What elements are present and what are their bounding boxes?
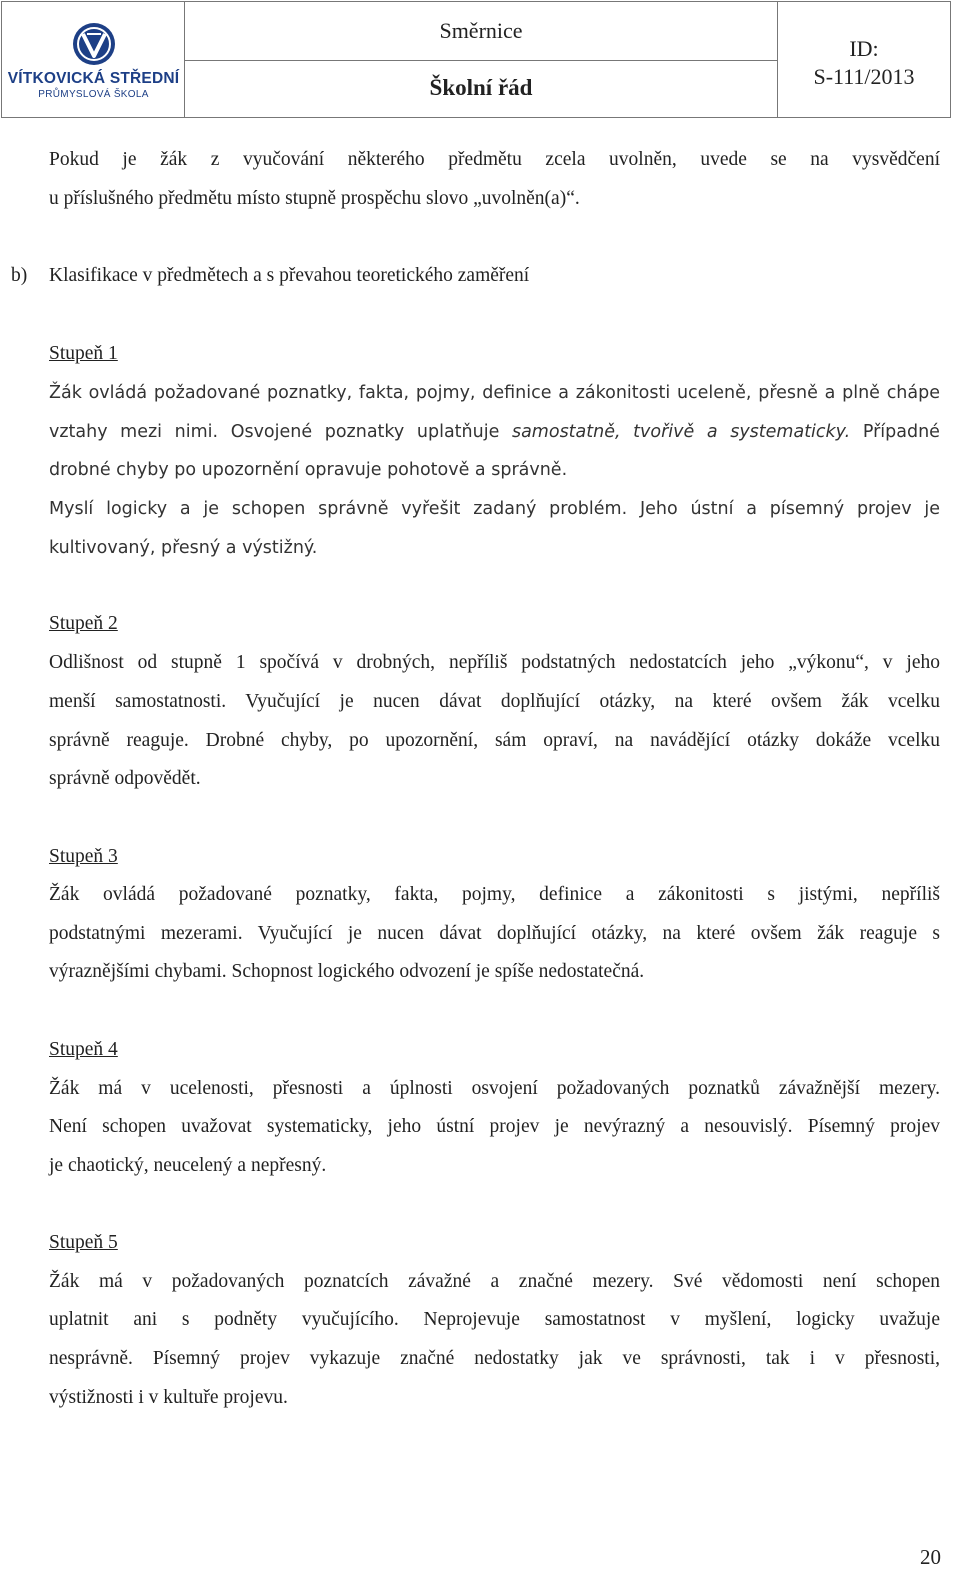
document-header [1, 1, 951, 118]
grade-text-line [49, 420, 940, 444]
text-run: vztahy mezi nimi. [49, 422, 219, 442]
grade-text-line: podstatnými mezerami. Vyučující je nucen dávat doplňující otázky, na které ovšem žák reaguje s [49, 923, 940, 944]
grade-text-line: výstižnosti i v kultuře projevu. [49, 1387, 288, 1408]
grade-text-line: nesprávně. Písemný projev vykazuje značné nedostatky jak ve správnosti, tak i v přesnosti, [49, 1348, 940, 1369]
school-emblem-icon [72, 22, 116, 66]
grade-text-line: výraznějšími chybami. Schopnost logického odvození je spíše nedostatečná. [49, 961, 645, 982]
document-title-cell [185, 2, 778, 117]
grade-text-line: Žák ovládá požadované poznatky, fakta, pojmy, definice a zákonitosti uceleně, přesně a plně chápe [49, 383, 940, 403]
text-run: Případné [862, 422, 940, 442]
school-name: VÍTKOVICKÁ STŘEDNÍ [7, 70, 180, 87]
grade-text-line: drobné chyby po upozornění opravuje pohotově a správně. [49, 460, 568, 480]
document-id-label: ID: [849, 36, 879, 61]
grade-heading: Stupeň 4 [49, 1039, 118, 1060]
emphasis-text: samostatně, tvořivě a systematicky. [511, 422, 851, 442]
grade-text-line: je chaotický, neucelený a nepřesný. [49, 1155, 327, 1176]
grade-heading: Stupeň 1 [49, 343, 118, 364]
grade-text-line: správně odpovědět. [49, 768, 201, 789]
grade-text-line: Žák ovládá požadované poznatky, fakta, pojmy, definice a zákonitosti s jistými, nepříliš [49, 884, 940, 905]
school-logo-cell [2, 2, 185, 117]
grade-text-line: Žák má v požadovaných poznatcích závažné a značné mezery. Své vědomosti není schopen [49, 1271, 940, 1292]
grade-text-line: kultivovaný, přesný a výstižný. [49, 538, 318, 558]
section-title: Klasifikace v předmětech a s převahou teoretického zaměření [49, 265, 530, 286]
page-number: 20 [920, 1545, 941, 1569]
school-subtitle: PRŮMYSLOVÁ ŠKOLA [38, 89, 149, 100]
grade-text-line: uplatnit ani s podněty vyučujícího. Neprojevuje samostatnost v myšlení, logicky uvažuje [49, 1309, 940, 1330]
grade-text-line: menší samostatnosti. Vyučující je nucen dávat doplňující otázky, na které ovšem žák vcelku [49, 691, 940, 712]
grade-text-line: správně reaguje. Drobné chyby, po upozornění, sám opraví, na navádějící otázky dokáže vcelku [49, 730, 940, 751]
header-divider [185, 60, 777, 61]
document-type: Směrnice [439, 18, 523, 43]
document-id-value: S-111/2013 [813, 64, 915, 89]
grade-text-line: Odlišnost od stupně 1 spočívá v drobných, nepříliš podstatných nedostatcích jeho „výkonu“, v jeho [49, 652, 940, 673]
text-run: Jeho ústní a písemný projev je [639, 499, 940, 519]
text-run: Myslí logicky a je schopen správně vyřešit zadaný problém. [49, 499, 628, 519]
grade-text-line: Žák má v ucelenosti, přesnosti a úplnosti osvojení požadovaných poznatků závažnější mezery. [49, 1078, 940, 1099]
text-run: Osvojené poznatky uplatňuje [230, 422, 500, 442]
document-id-cell [778, 2, 950, 117]
grade-text-line [49, 497, 940, 521]
document-title: Školní řád [429, 75, 533, 100]
grade-text-line: Není schopen uvažovat systematicky, jeho ústní projev je nevýrazný a nesouvislý. Písemný projev [49, 1116, 940, 1137]
section-label: b) [11, 265, 28, 286]
intro-line: Pokud je žák z vyučování některého předmětu zcela uvolněn, uvede se na vysvědčení [49, 149, 940, 170]
grade-heading: Stupeň 3 [49, 846, 118, 867]
intro-line: u příslušného předmětu místo stupně prospěchu slovo „uvolněn(a)“. [49, 188, 580, 209]
grade-heading: Stupeň 5 [49, 1232, 118, 1253]
grade-heading: Stupeň 2 [49, 613, 118, 634]
